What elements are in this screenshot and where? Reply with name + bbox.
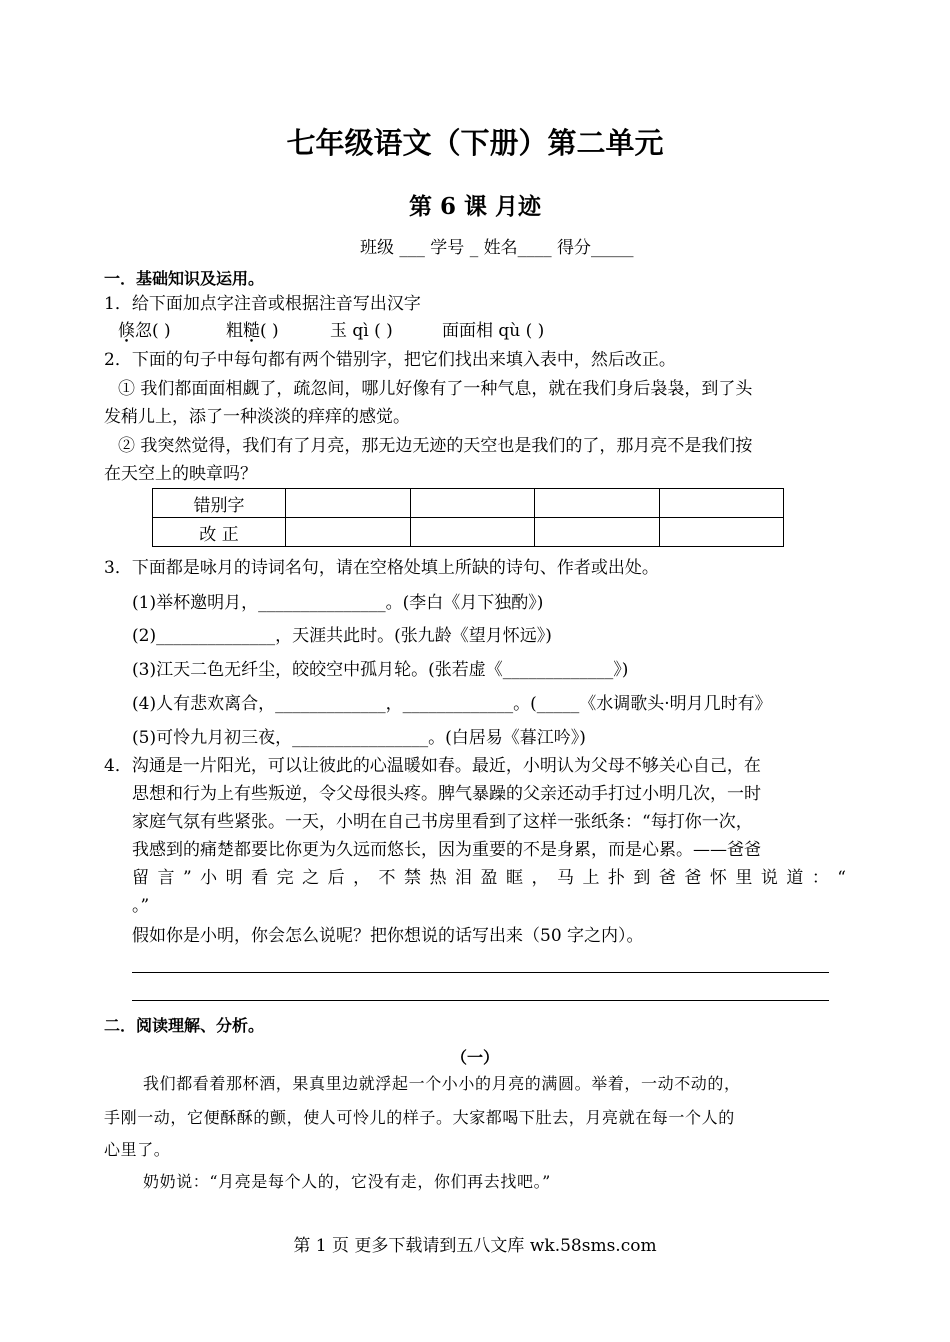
q1-prompt: 1．给下面加点字注音或根据注音写出汉字 bbox=[104, 294, 421, 314]
q3-item-1: (1)举杯邀明月，_______________。(李白《月下独酌》) bbox=[132, 593, 544, 613]
table-label-correct: 改 正 bbox=[153, 518, 286, 547]
section-1-heading: 一．基础知识及运用。 bbox=[104, 269, 265, 288]
reading-part-label: （一） bbox=[450, 1048, 499, 1067]
reading-line-4: 奶奶说：“月亮是每个人的，它没有走，你们再去找吧。” bbox=[143, 1172, 551, 1191]
q2-sentence-1-line-2: 发稍儿上，添了一种淡淡的痒痒的感觉。 bbox=[104, 407, 410, 427]
lesson-title: 第 6 课 月迹 bbox=[408, 193, 542, 220]
reading-line-1: 我们都看着那杯酒，果真里边就浮起一个小小的月亮的满圆。举着，一动不动的， bbox=[143, 1074, 741, 1093]
q3-item-5: (5)可怜九月初三夜，________________。(白居易《暮江吟》) bbox=[132, 728, 586, 748]
q1-item-4: 面面相 qù ( ) bbox=[442, 321, 545, 341]
answer-cell[interactable] bbox=[286, 489, 411, 518]
answer-cell[interactable] bbox=[410, 518, 535, 547]
q4-line-2: 思想和行为上有些叛逆，令父母很头疼。脾气暴躁的父亲还动手打过小明几次，一时 bbox=[132, 784, 761, 804]
q3-prompt: 3．下面都是咏月的诗词名句，请在空格处填上所缺的诗句、作者或出处。 bbox=[104, 558, 659, 578]
q3-item-2: (2)______________，天涯共此时。(张九龄《望月怀远》) bbox=[132, 626, 552, 646]
table-row bbox=[153, 489, 784, 518]
q3-item-3: (3)江天二色无纤尘，皎皎空中孤月轮。(张若虚《_____________》) bbox=[132, 660, 629, 680]
q2-sentence-2-line-1: ② 我突然觉得，我们有了月亮，那无边无迹的天空也是我们的了，那月亮不是我们按 bbox=[118, 436, 753, 456]
q3-item-4: (4)人有悲欢离合，_____________，_____________。(_____《水调歌头·明月几时有》 bbox=[132, 694, 772, 714]
table-row bbox=[153, 518, 784, 547]
answer-cell[interactable] bbox=[659, 489, 784, 518]
correction-table bbox=[152, 488, 784, 547]
q1-item-2: 粗糙( ) bbox=[226, 321, 279, 341]
q2-prompt: 2．下面的句子中每句都有两个错别字，把它们找出来填入表中，然后改正。 bbox=[104, 350, 676, 370]
student-info-line: 班级 ___ 学号 _ 姓名____ 得分_____ bbox=[360, 238, 634, 258]
table-label-wrong: 错别字 bbox=[153, 489, 286, 518]
answer-line[interactable] bbox=[132, 1000, 829, 1001]
answer-cell[interactable] bbox=[410, 489, 535, 518]
answer-cell[interactable] bbox=[659, 518, 784, 547]
q1-item-1: 倏忽( ) bbox=[118, 321, 171, 341]
q1-item-3: 玉 qì ( ) bbox=[330, 321, 393, 341]
q2-sentence-2-line-2: 在天空上的映章吗？ bbox=[104, 464, 257, 484]
answer-line[interactable] bbox=[132, 972, 829, 973]
q4-line-6: 。” bbox=[132, 896, 150, 916]
q4-line-3: 家庭气氛有些紧张。一天，小明在自己书房里看到了这样一张纸条：“每打你一次， bbox=[132, 812, 753, 832]
answer-cell[interactable] bbox=[535, 518, 660, 547]
section-2-heading: 二．阅读理解、分析。 bbox=[104, 1016, 265, 1035]
answer-cell[interactable] bbox=[535, 489, 660, 518]
page-footer: 第 1 页 更多下载请到五八文库 wk.58sms.com bbox=[293, 1236, 657, 1256]
answer-cell[interactable] bbox=[286, 518, 411, 547]
q2-sentence-1-line-1: ① 我们都面面相觑了，疏忽间，哪儿好像有了一种气息，就在我们身后袅袅，到了头 bbox=[118, 379, 753, 399]
dotted-char: 倏 bbox=[118, 321, 135, 341]
q4-line-7: 假如你是小明，你会怎么说呢？把你想说的话写出来（50 字之内）。 bbox=[132, 926, 644, 946]
page-title: 七年级语文（下册）第二单元 bbox=[286, 126, 664, 160]
dotted-char: 糙 bbox=[243, 321, 260, 341]
q4-line-5: 留言”小明看完之后，不禁热泪盈眶，马上扑到爸爸怀里说道：“ bbox=[132, 868, 846, 888]
q4-line-1: 4．沟通是一片阳光，可以让彼此的心温暖如春。最近，小明认为父母不够关心自己，在 bbox=[104, 756, 761, 776]
q4-line-4: 我感到的痛楚都要比你更为久远而悠长，因为重要的不是身累，而是心累。——爸爸 bbox=[132, 840, 761, 860]
reading-line-3: 心里了。 bbox=[104, 1140, 171, 1159]
reading-line-2: 手刚一动，它便酥酥的颤，使人可怜儿的样子。大家都喝下肚去，月亮就在每一个人的 bbox=[104, 1108, 735, 1127]
